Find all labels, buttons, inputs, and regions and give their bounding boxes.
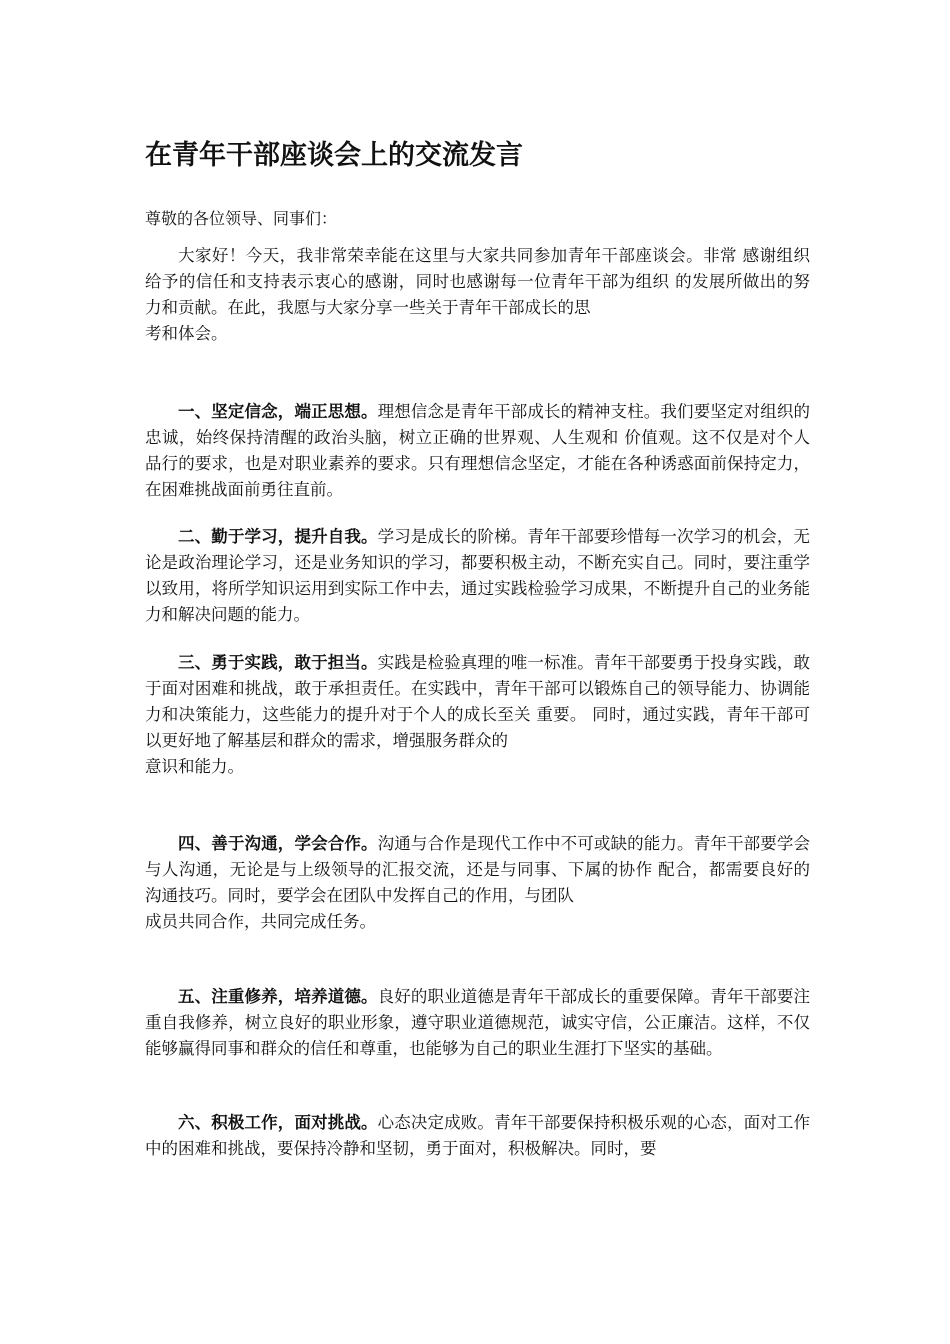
section-2-body: 学习是成长的阶梯。青年干部要珍惜每一次学习的机会，无论是政治理论学习，还是业务知识的学习，都要积极主动，不断充实自己。同时，要注重学以致用，将所学知识运用到实际工作中去，通过实践检验学习成果，不断提升自己的业务能力和解决问题的能力。 [145, 527, 811, 624]
section-4-paragraph [145, 831, 810, 935]
section-1-heading: 一、坚定信念，端正思想。 [178, 402, 378, 421]
intro-text: 大家好！今天，我非常荣幸能在这里与大家共同参加青年干部座谈会。非常 感谢组织给予的信任和支持表示衷心的感谢，同时也感谢每一位青年干部为组织 的发展所做出的努力和贡献。在此，我愿与大家分享一些关于青年干部成长的思 [145, 246, 810, 317]
section-4-heading: 四、善于沟通，学会合作。 [178, 834, 378, 853]
section-5-paragraph [145, 984, 810, 1062]
section-4-tail: 成员共同合作，共同完成任务。 [145, 912, 376, 931]
document-title: 在青年干部座谈会上的交流发言 [145, 140, 523, 171]
section-4-body: 沟通与合作是现代工作中不可或缺的能力。青年干部要学会与人沟通，无论是与上级领导的汇报交流，还是与同事、下属的协作 配合，都需要良好的沟通技巧。同时，要学会在团队中发挥自己的作用，与团队 [145, 834, 811, 905]
section-6-paragraph [145, 1110, 810, 1162]
section-1-body: 理想信念是青年干部成长的精神支柱。我们要坚定对组织的忠诚，始终保持清醒的政治头脑，树立正确的世界观、人生观和 价值观。这不仅是对个人品行的要求，也是对职业素养的要求。只有理想信念坚定，才能在各种诱惑面前保持定力，在困难挑战面前勇往直前。 [145, 402, 811, 499]
salutation: 尊敬的各位领导、同事们： [145, 209, 338, 228]
section-3-body: 实践是检验真理的唯一标准。青年干部要勇于投身实践，敢于面对困难和挑战，敢于承担责任。在实践中，青年干部可以锻炼自己的领导能力、协调能力和决策能力，这些能力的提升对于个人的成长至关 重要。 同时，通过实践，青年干部可以更好地了解基层和群众的需求，增强服务群众的 [145, 653, 811, 750]
section-2-paragraph [145, 524, 810, 628]
intro-tail: 考和体会。 [145, 324, 228, 343]
section-1-paragraph [145, 399, 810, 503]
section-2-heading: 二、勤于学习，提升自我。 [178, 527, 378, 546]
section-5-heading: 五、注重修养，培养道德。 [178, 987, 378, 1006]
section-3-heading: 三、勇于实践，敢于担当。 [178, 653, 378, 672]
section-5-body: 良好的职业道德是青年干部成长的重要保障。青年干部要注重自我修养，树立良好的职业形象，遵守职业道德规范，诚实守信，公正廉洁。这样，不仅能够赢得同事和群众的信任和尊重，也能够为自己的职业生涯打下坚实的基础。 [145, 987, 811, 1058]
intro-paragraph [145, 243, 810, 347]
section-6-heading: 六、积极工作，面对挑战。 [178, 1113, 378, 1132]
section-6-body: 心态决定成败。青年干部要保持积极乐观的心态，面对工作中的困难和挑战，要保持冷静和坚韧，勇于面对，积极解决。同时，要 [145, 1113, 811, 1158]
section-3-tail: 意识和能力。 [145, 757, 244, 776]
section-3-paragraph [145, 650, 810, 780]
